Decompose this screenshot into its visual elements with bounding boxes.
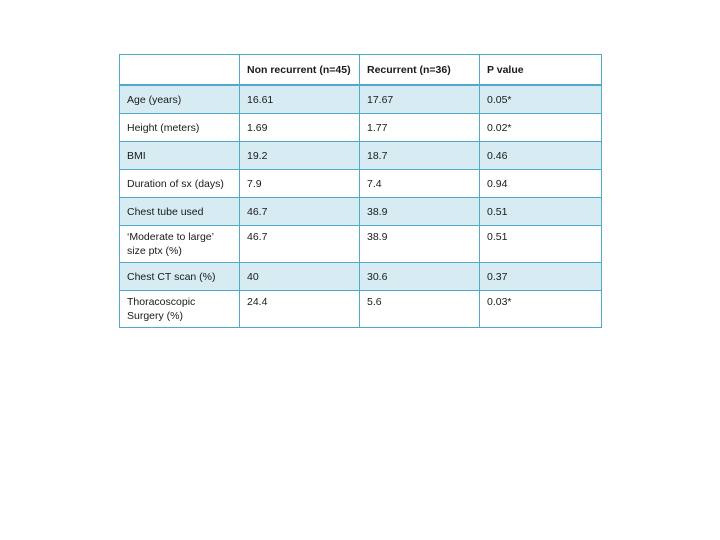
recurrent-value: 5.6 (360, 291, 480, 328)
row-label: Height (meters) (120, 114, 240, 142)
recurrent-value: 30.6 (360, 263, 480, 291)
p-value: 0.94 (480, 170, 602, 198)
row-label: Age (years) (120, 85, 240, 114)
non-recurrent-value: 1.69 (240, 114, 360, 142)
non-recurrent-value: 16.61 (240, 85, 360, 114)
table-row (120, 85, 602, 114)
table-row (120, 226, 602, 263)
p-value: 0.05* (480, 85, 602, 114)
table-row (120, 114, 602, 142)
recurrent-value: 7.4 (360, 170, 480, 198)
table-row (120, 170, 602, 198)
recurrent-value: 38.9 (360, 198, 480, 226)
recurrent-value: 18.7 (360, 142, 480, 170)
table-row (120, 198, 602, 226)
non-recurrent-value: 40 (240, 263, 360, 291)
p-value: 0.03* (480, 291, 602, 328)
recurrent-value: 38.9 (360, 226, 480, 263)
non-recurrent-value: 24.4 (240, 291, 360, 328)
row-label: Chest CT scan (%) (120, 263, 240, 291)
non-recurrent-value: 46.7 (240, 198, 360, 226)
header-cell-non-recurrent: Non recurrent (n=45) (240, 55, 360, 86)
header-cell-empty (120, 55, 240, 86)
row-label: Thoracoscopic Surgery (%) (120, 291, 240, 328)
table-row (120, 291, 602, 328)
non-recurrent-value: 19.2 (240, 142, 360, 170)
p-value: 0.51 (480, 226, 602, 263)
table-header-row (120, 55, 602, 86)
non-recurrent-value: 7.9 (240, 170, 360, 198)
recurrent-value: 1.77 (360, 114, 480, 142)
p-value: 0.51 (480, 198, 602, 226)
table-row (120, 142, 602, 170)
row-label: ‘Moderate to large’ size ptx (%) (120, 226, 240, 263)
row-label: Duration of sx (days) (120, 170, 240, 198)
p-value: 0.37 (480, 263, 602, 291)
row-label: Chest tube used (120, 198, 240, 226)
p-value: 0.02* (480, 114, 602, 142)
recurrent-value: 17.67 (360, 85, 480, 114)
p-value: 0.46 (480, 142, 602, 170)
comparison-table (119, 54, 602, 328)
non-recurrent-value: 46.7 (240, 226, 360, 263)
table-row (120, 263, 602, 291)
row-label: BMI (120, 142, 240, 170)
header-cell-recurrent: Recurrent (n=36) (360, 55, 480, 86)
header-cell-p-value: P value (480, 55, 602, 86)
